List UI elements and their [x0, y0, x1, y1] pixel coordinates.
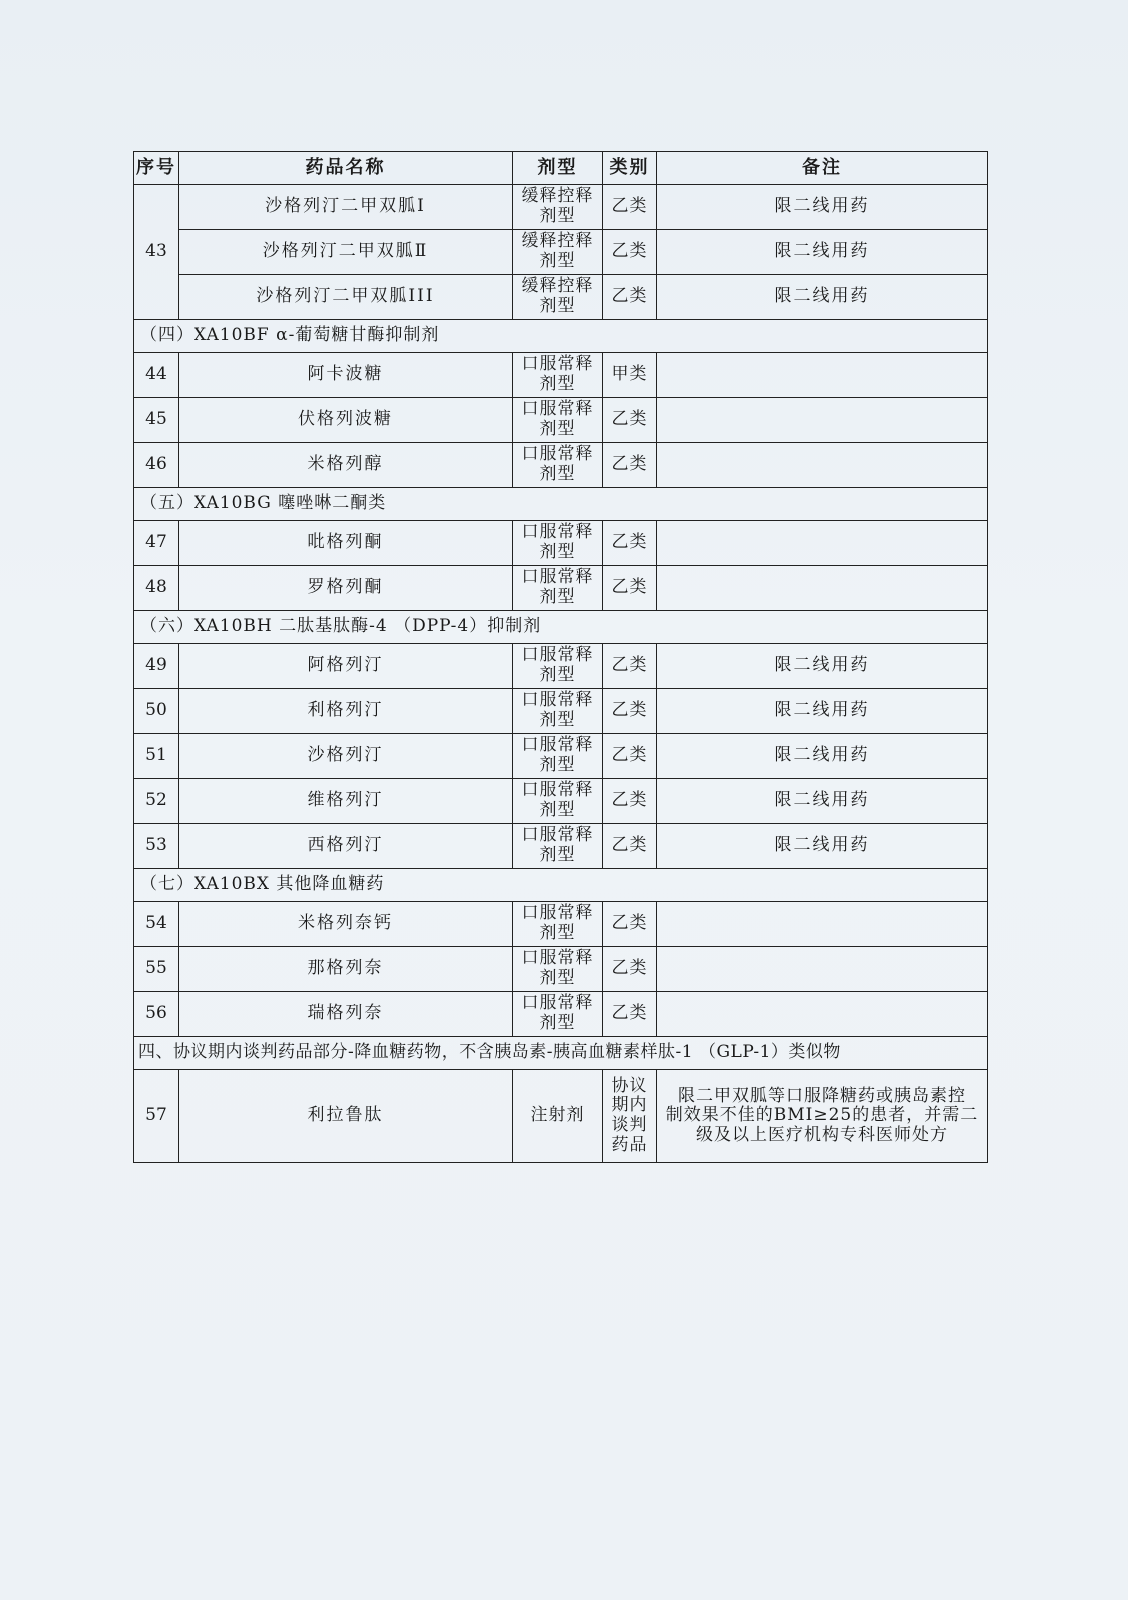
header-form: 剂型 [513, 152, 603, 185]
header-note: 备注 [657, 152, 988, 185]
drug-name: 沙格列汀二甲双胍Ⅱ [179, 230, 513, 275]
row-number: 55 [134, 947, 179, 992]
dosage-form: 口服常释 剂型 [513, 734, 603, 779]
row-number: 46 [134, 443, 179, 488]
category: 乙类 [603, 398, 657, 443]
category: 乙类 [603, 947, 657, 992]
category: 乙类 [603, 992, 657, 1037]
row-number: 44 [134, 353, 179, 398]
table-row [134, 824, 988, 869]
dosage-form: 口服常释 剂型 [513, 521, 603, 566]
dosage-form: 注射剂 [513, 1070, 603, 1163]
table-row [134, 1070, 988, 1163]
remark: 限二线用药 [657, 689, 988, 734]
drug-name: 吡格列酮 [179, 521, 513, 566]
section-title: 四、协议期内谈判药品部分-降血糖药物，不含胰岛素-胰高血糖素样肽-1 （GLP-1）类似物 [134, 1037, 988, 1070]
table-row [134, 185, 988, 230]
category: 乙类 [603, 824, 657, 869]
dosage-form: 口服常释 剂型 [513, 992, 603, 1037]
category: 协议 期内 谈判 药品 [603, 1070, 657, 1163]
row-number: 54 [134, 902, 179, 947]
section-title: （七）XA10BX 其他降血糖药 [134, 869, 988, 902]
table-row [134, 275, 988, 320]
header-no: 序号 [134, 152, 179, 185]
drug-table [133, 151, 988, 1163]
dosage-form: 口服常释 剂型 [513, 689, 603, 734]
remark: 限二线用药 [657, 824, 988, 869]
section-row [134, 869, 988, 902]
remark [657, 398, 988, 443]
row-number: 48 [134, 566, 179, 611]
header-category: 类别 [603, 152, 657, 185]
drug-name: 阿格列汀 [179, 644, 513, 689]
remark: 限二线用药 [657, 734, 988, 779]
table-row [134, 947, 988, 992]
table-row [134, 779, 988, 824]
dosage-form: 口服常释 剂型 [513, 947, 603, 992]
category: 乙类 [603, 443, 657, 488]
category: 乙类 [603, 566, 657, 611]
dosage-form: 口服常释 剂型 [513, 644, 603, 689]
drug-name: 那格列奈 [179, 947, 513, 992]
drug-name: 利拉鲁肽 [179, 1070, 513, 1163]
drug-name: 伏格列波糖 [179, 398, 513, 443]
section-title: （五）XA10BG 噻唑啉二酮类 [134, 488, 988, 521]
category: 乙类 [603, 644, 657, 689]
drug-name: 沙格列汀二甲双胍Ⅰ [179, 185, 513, 230]
row-number: 43 [134, 185, 179, 320]
drug-name: 瑞格列奈 [179, 992, 513, 1037]
section-row [134, 611, 988, 644]
category: 乙类 [603, 230, 657, 275]
remark [657, 902, 988, 947]
remark [657, 947, 988, 992]
drug-name: 沙格列汀二甲双胍III [179, 275, 513, 320]
drug-name: 利格列汀 [179, 689, 513, 734]
dosage-form: 缓释控释 剂型 [513, 185, 603, 230]
row-number: 52 [134, 779, 179, 824]
table-row [134, 902, 988, 947]
table-row [134, 734, 988, 779]
table-row [134, 443, 988, 488]
dosage-form: 口服常释 剂型 [513, 353, 603, 398]
drug-name: 米格列奈钙 [179, 902, 513, 947]
category: 乙类 [603, 185, 657, 230]
remark: 限二线用药 [657, 275, 988, 320]
table-row [134, 353, 988, 398]
category: 乙类 [603, 689, 657, 734]
dosage-form: 缓释控释 剂型 [513, 275, 603, 320]
category: 乙类 [603, 521, 657, 566]
row-number: 50 [134, 689, 179, 734]
remark: 限二甲双胍等口服降糖药或胰岛素控 制效果不佳的BMI≥25的患者，并需二 级及以上医疗机构专科医师处方 [657, 1070, 988, 1163]
category: 乙类 [603, 275, 657, 320]
dosage-form: 口服常释 剂型 [513, 443, 603, 488]
row-number: 56 [134, 992, 179, 1037]
row-number: 53 [134, 824, 179, 869]
remark: 限二线用药 [657, 644, 988, 689]
section-row [134, 488, 988, 521]
table-row [134, 230, 988, 275]
category: 甲类 [603, 353, 657, 398]
remark [657, 443, 988, 488]
header-name: 药品名称 [179, 152, 513, 185]
remark: 限二线用药 [657, 185, 988, 230]
dosage-form: 口服常释 剂型 [513, 902, 603, 947]
remark [657, 992, 988, 1037]
remark [657, 566, 988, 611]
remark: 限二线用药 [657, 230, 988, 275]
row-number: 51 [134, 734, 179, 779]
drug-name: 米格列醇 [179, 443, 513, 488]
remark [657, 521, 988, 566]
header-row [134, 152, 988, 185]
section-row [134, 1037, 988, 1070]
section-row [134, 320, 988, 353]
drug-name: 沙格列汀 [179, 734, 513, 779]
category: 乙类 [603, 779, 657, 824]
table-row [134, 644, 988, 689]
remark: 限二线用药 [657, 779, 988, 824]
dosage-form: 口服常释 剂型 [513, 398, 603, 443]
table-row [134, 566, 988, 611]
table-row [134, 689, 988, 734]
section-title: （六）XA10BH 二肽基肽酶-4 （DPP-4）抑制剂 [134, 611, 988, 644]
dosage-form: 口服常释 剂型 [513, 566, 603, 611]
drug-name: 罗格列酮 [179, 566, 513, 611]
dosage-form: 缓释控释 剂型 [513, 230, 603, 275]
remark [657, 353, 988, 398]
dosage-form: 口服常释 剂型 [513, 824, 603, 869]
row-number: 45 [134, 398, 179, 443]
row-number: 47 [134, 521, 179, 566]
drug-name: 阿卡波糖 [179, 353, 513, 398]
category: 乙类 [603, 734, 657, 779]
table-row [134, 398, 988, 443]
table-row [134, 521, 988, 566]
row-number: 57 [134, 1070, 179, 1163]
dosage-form: 口服常释 剂型 [513, 779, 603, 824]
category: 乙类 [603, 902, 657, 947]
section-title: （四）XA10BF α-葡萄糖甘酶抑制剂 [134, 320, 988, 353]
table-row [134, 992, 988, 1037]
row-number: 49 [134, 644, 179, 689]
drug-name: 西格列汀 [179, 824, 513, 869]
drug-name: 维格列汀 [179, 779, 513, 824]
